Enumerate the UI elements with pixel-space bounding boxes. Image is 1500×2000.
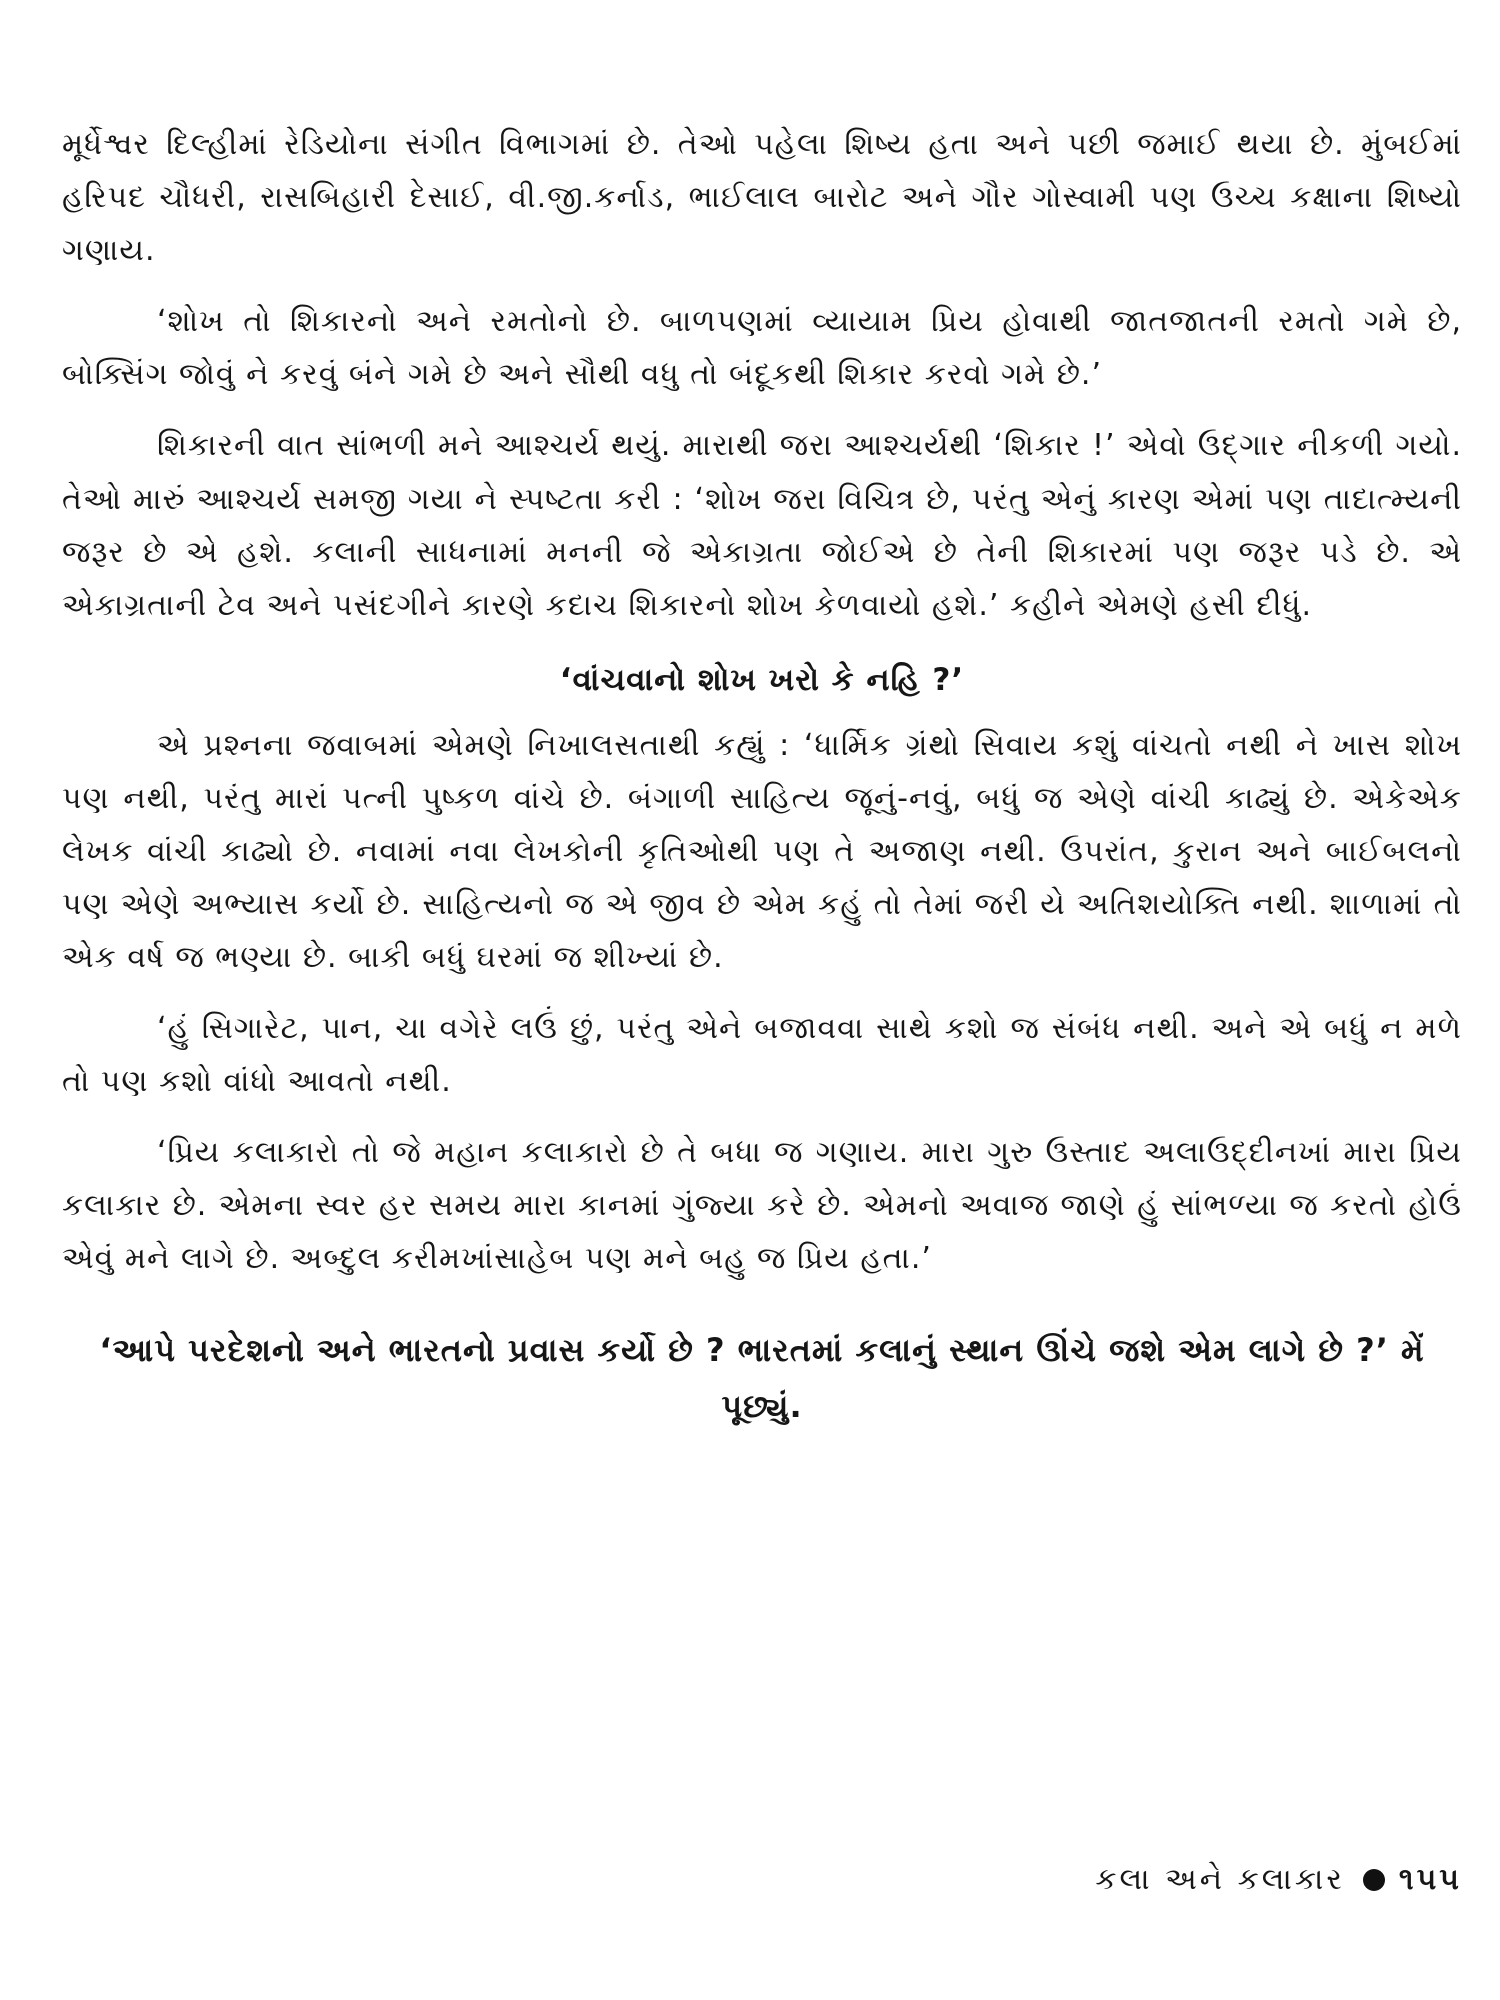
paragraph-6: ‘પ્રિય કલાકારો તો જે મહાન કલાકારો છે તે બધા જ ગણાય. મારા ગુરુ ઉસ્તાદ અલાઉદ્દીનખાં મારા પ્રિય કલાકાર છે. એમના સ્વર હર સમય મારા કાનમાં ગુંજ્યા કરે છે. એમનો અવાજ જાણે હું સાંભળ્યા જ કરતો હોઉં એવું મને લાગે છે. અબ્દુલ કરીમખાંસાહેબ પણ મને બહુ જ પ્રિય હતા.’ — [62, 1135, 1462, 1277]
paragraph-3: શિકારની વાત સાંભળી મને આશ્ચર્ય થયું. મારાથી જરા આશ્ચર્યથી ‘શિકાર !’ એવો ઉદ્ગાર નીકળી ગયો. તેઓ મારું આશ્ચર્ય સમજી ગયા ને સ્પષ્ટતા કરી : ‘શોખ જરા વિચિત્ર છે, પરંતુ એનું કારણ એમાં પણ તાદાત્મ્યની જરૂર છે એ હશે. કલાની સાધનામાં મનની જે એકાગ્રતા જોઈએ છે તેની શિકારમાં પણ જરૂર પડે છે. એ એકાગ્રતાની ટેવ અને પસંદગીને કારણે કદાચ શિકારનો શોખ કેળવાયો હશે.’ કહીને એમણે હસી દીધું. — [62, 428, 1462, 623]
page-number: ૧૫૫ — [1398, 1862, 1462, 1897]
paragraph-5: ‘હું સિગારેટ, પાન, ચા વગેરે લઉં છું, પરંતુ એને બજાવવા સાથે કશો જ સંબંધ નથી. અને એ બધું ન મળે તો પણ કશો વાંધો આવતો નથી. — [62, 1011, 1462, 1100]
page-footer — [1095, 1862, 1462, 1897]
paragraph-4: એ પ્રશ્નના જવાબમાં એમણે નિખાલસતાથી કહ્યું : ‘ધાર્મિક ગ્રંથો સિવાય કશું વાંચતો નથી ને ખાસ શોખ પણ નથી, પરંતુ મારાં પત્ની પુષ્કળ વાંચે છે. બંગાળી સાહિત્ય જૂનું-નવું, બધું જ એણે વાંચી કાઢ્યું છે. એકેએક લેખક વાંચી કાઢ્યો છે. નવામાં નવા લેખકોની કૃતિઓથી પણ તે અજાણ નથી. ઉપરાંત, કુરાન અને બાઈબલનો પણ એણે અભ્યાસ કર્યો છે. સાહિત્યનો જ એ જીવ છે એમ કહું તો તેમાં જરી યે અતિશયોક્તિ નથી. શાળામાં તો એક વર્ષ જ ભણ્યા છે. બાકી બધું ઘરમાં જ શીખ્યાં છે. — [62, 727, 1462, 975]
section-heading-reading: ‘વાંચવાનો શોખ ખરો કે નહિ ?’ — [559, 661, 965, 698]
bullet-icon — [1363, 1869, 1385, 1891]
paragraph-1: મૂર્ધેશ્વર દિલ્હીમાં રેડિયોના સંગીત વિભાગમાં છે. તેઓ પહેલા શિષ્ય હતા અને પછી જમાઈ થયા છે. મુંબઈમાં હરિપદ ચૌધરી, રાસબિહારી દેસાઈ, વી.જી.કર્નાડ, ભાઈલાલ બારોટ અને ગૌર ગોસ્વામી પણ ઉચ્ચ કક્ષાના શિષ્યો ગણાય. — [62, 127, 1462, 269]
paragraph-2: ‘શોખ તો શિકારનો અને રમતોનો છે. બાળપણમાં વ્યાયામ પ્રિય હોવાથી જાતજાતની રમતો ગમે છે, બોક્સિંગ જોવું ને કરવું બંને ગમે છે અને સૌથી વધુ તો બંદૂકથી શિકાર કરવો ગમે છે.’ — [62, 304, 1462, 393]
footer-book-title: કલા અને કલાકાર — [1095, 1862, 1345, 1897]
section-heading-travel: ‘આપે પરદેશનો અને ભારતનો પ્રવાસ કર્યો છે ? ભારતમાં કલાનું સ્થાન ઊંચે જશે એમ લાગે છે ?’ મેં પૂછ્યું. — [99, 1331, 1425, 1425]
